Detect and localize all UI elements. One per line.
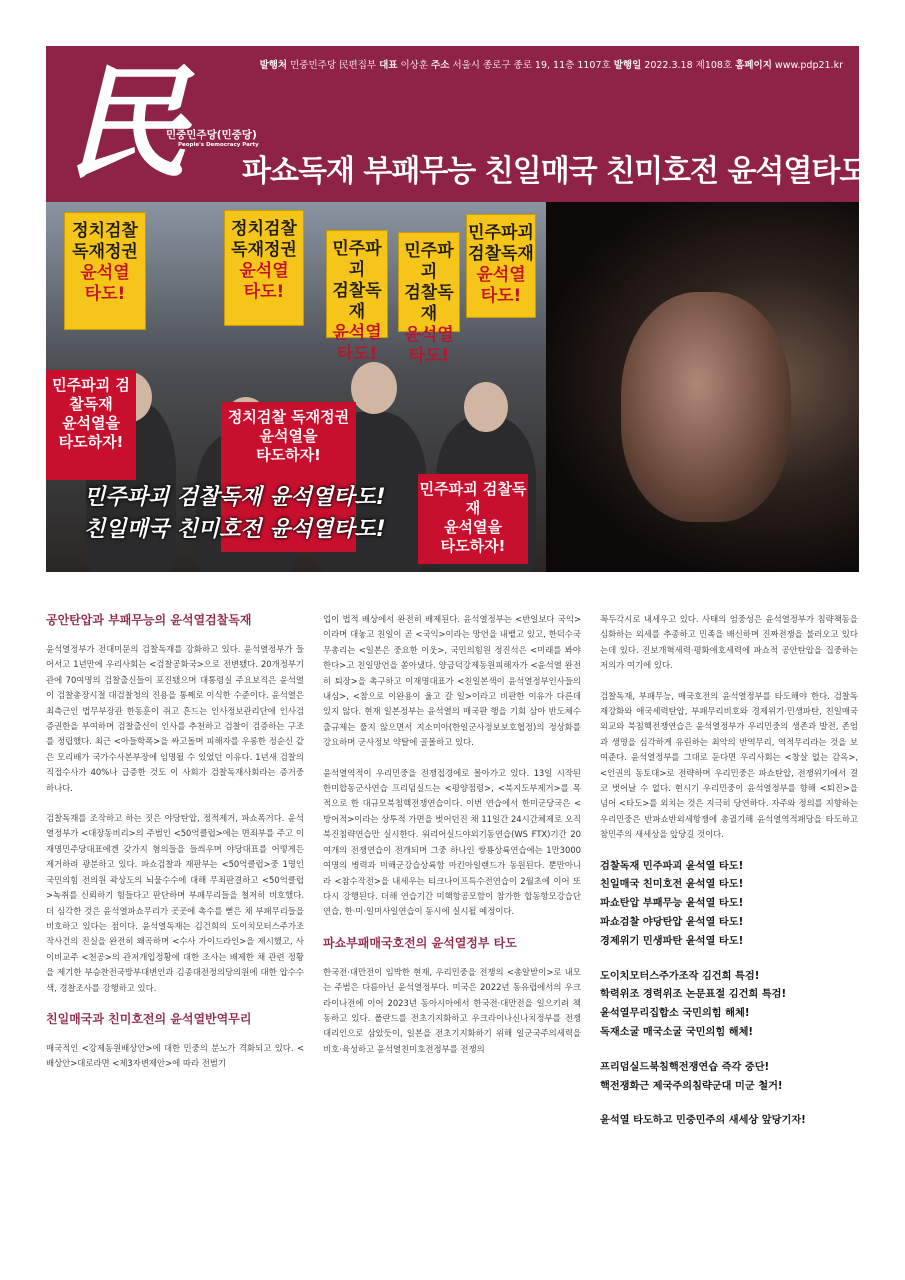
article-paragraph: 매국적인 <강제동원배상안>에 대한 민중의 분노가 격화되고 있다. <배상안>대로라면 <제3자변제안>에 따라 전범기 [46, 1042, 304, 1069]
protest-sign [224, 210, 304, 326]
party-logo-character: 民 [66, 51, 188, 195]
slogan-group [600, 858, 858, 952]
masthead [46, 46, 881, 202]
article-column-1 [46, 612, 304, 1087]
party-name-korean: 민중민주당(민중당) [166, 129, 257, 141]
sign-text: 윤석열을 [444, 518, 502, 536]
slogan: 파쇼탄압 부패무능 윤석열 타도! [600, 898, 744, 910]
slogan: 독재소굴 매국소굴 국민의힘 해체! [600, 1027, 754, 1039]
hero-caption-line-2: 친일매국 친미호전 윤석열타도! [84, 517, 386, 542]
slogan: 경제위기 민생파탄 윤석열 타도! [600, 935, 744, 947]
sign-text: 민주파괴 [468, 223, 534, 243]
sign-text: 민주파괴 검찰독재 [52, 376, 130, 413]
sign-text-red: 윤석열 [332, 323, 382, 343]
sign-text-red: 윤석열 [404, 325, 454, 345]
sign-text: 정치검찰 독재정권 [227, 408, 350, 426]
slogan: 윤석열무리집합소 국민의힘 해체! [600, 1008, 750, 1020]
protest-sign [64, 212, 146, 330]
pubinfo-value: www.pdp21.kr [774, 60, 843, 71]
sign-text-red: 윤석열 [476, 265, 526, 285]
protester-head [464, 382, 508, 432]
pubinfo-key: 발행처 [259, 60, 288, 71]
sign-text: 독재정권 [72, 242, 138, 262]
sign-text: 민주파괴 검찰독재 [419, 480, 527, 517]
article-paragraph: 윤석열정부가 전대미문의 검찰독재를 강화하고 있다. 윤석열정부가 들어서고 1년만에 우리사회는 <검찰공화국>으로 전변됐다. 20개정부기관에 70여명의 검찰출신들이 포진됐으며 대통령실 주요보직은 윤석열이 검찰총장시절 대검찰청의 진용을 통째로 이식한 수준이다. 윤석열은 최측근인 법무부장관 한동훈이 쥐고 흔드는 인사정보관리단에 인사검증권한을 부여하며 검찰출신이 인사를 추천하고 검찰이 검증하는 구조를 정립했다. 최근 <아들학폭>을 싸고돌며 피해자를 우롱한 정순신 같은 모리배가 국가수사본부장에 임명될 수 있었던 이유다. 1년새 검찰의 직접수사가 40%나 급증한 것도 이 사회가 검찰독재사회라는 증거중 하나다. [46, 644, 304, 793]
sign-text: 독재정권 [231, 240, 297, 260]
article-paragraph: 윤석열역적이 우리민중을 전쟁접경에로 몰아가고 있다. 13일 시작된 한미합동군사연습 프리덤실드는 <평양점령>, <북지도부제거>를 목적으로 한 대규모북침핵전쟁연습이다. 이번 연습에서 한미군당국은 <방어적>이라는 상투적 가면을 벗어던진 채 11일간 24시간체제로 오직 북진침략연습만 실시한다. 워리어실드야외기동연습(WS FTX)기간 20여개의 전쟁연습이 전개되며 그중 하나인 쌍룡상륙연습에는 1만3000여명의 병력과 미해군강습상륙함 마킨아일랜드가 동원된다. 뿐만아니라 <참수작전>을 내세우는 티크나이프특수전연습이 2월초에 이어 또다시 강행된다. 더해 연습기간 미핵항공모함이 참가한 합동항모강습단연습, 한·미·일미사일연습이 동시에 실시될 예정이다. [323, 767, 581, 917]
article-paragraph: 한국전·대만전이 임박한 현재, 우리민중을 전쟁의 <총알받이>로 내모는 주범은 다름아닌 윤석열정부다. 미국은 2022년 동유럽에서의 우크라이나전에 이어 2023년 동아시아에서 한국전·대만전을 일으키려 책동하고 있다. 폴란드를 전초기지화하고 우크라이나신나치정부를 전쟁대리인으로 삼았듯이, 일본을 전초기지화하기 위해 일군국주의세력을 비호·육성하고 윤석열친미호전정부를 전쟁의 [323, 966, 581, 1054]
pubinfo-value: 민중민주당 民편집부 [290, 60, 377, 71]
slogan: 학력위조 경력위조 논문표절 김건희 특검! [600, 989, 787, 1001]
sign-text: 정치검찰 [72, 221, 138, 241]
sign-text-red: 타도! [408, 346, 450, 366]
sign-text: 민주파괴 [404, 241, 454, 282]
sign-text: 정치검찰 [231, 219, 297, 239]
sign-text: 윤석열을 [259, 427, 318, 445]
slogan: 검찰독재 민주파괴 윤석열 타도! [600, 860, 744, 872]
sign-text: 타도하자! [440, 537, 506, 555]
pubinfo-value: 서울시 종로구 종로 19, 11층 1107호 [452, 60, 611, 71]
sign-text: 검찰독재 [404, 283, 454, 324]
article-paragraph: 업이 법적 배상에서 완전히 배제된다. 윤석열정부는 <반일보다 국익>이라며 대놓고 친일이 곧 <국익>이라는 망언을 내뱉고 있고, 한덕수국무총리는 <일본은 중요한 이웃>, 국민의힘원 정진석은 <미래를 봐야 한다>고 친일망언을 쏟아냈다. 양금덕강제동원피해자가 <윤석열 완전히 퇴장>을 촉구하고 이재명대표가 <친일본색이 윤석열정부인사들의 내심>, <참으로 이완용이 울고 갈 일>이라고 비판한 이유가 다른데 있지 않다. 현재 일본정부는 윤석열의 매국판 행을 기회 삼아 반도체수출규제는 풀지 않으면서 지소미아(한일군사정보보호협정)의 정상화를 강요하며 군사정보 약탈에 골몰하고 있다. [323, 614, 581, 748]
pubinfo-key: 주소 [431, 60, 450, 71]
portrait-face [621, 292, 791, 522]
sign-text: 민주파괴 [332, 239, 382, 280]
sign-text: 검찰독재 [468, 244, 534, 264]
sign-text: 타도하자! [58, 433, 124, 451]
party-name-english: People's Democracy Party [178, 142, 259, 148]
sign-text: 타도하자! [256, 446, 321, 464]
sign-text-red: 윤석열 [80, 263, 130, 283]
slogan-group [600, 1112, 858, 1131]
article-paragraph: 검찰독재를 조작하고 하는 짓은 야당탄압, 정적제거, 파쇼폭거다. 윤석열정부가 <대장동비리>의 주범인 <50억클럽>에는 면죄부를 주고 이재명민주당대표에겐 갖가지 혐의들을 들씌우며 야당대표를 어떻게든 제거하려 광분하고 있다. 파쇼검찰과 재판부는 <50억클럽>중 1명인 국민의힘 전의원 곽상도의 뇌물수수에 대해 무죄판결하고 <50억클럽>녹취를 신뢰하기 힘들다고 판단하며 부패무리들을 철저히 비호했다. 더 심각한 것은 윤석열파쇼무리가 곳곳에 촉수를 뻗은 채 부패무리들을 비호하고 있다는 점이다. 윤석열독재는 김건희의 도이치모터스주가조작사건의 진실을 완전히 왜곡하며 <수사 가이드라인>을 제시했고, 사이비교주 <천공>의 관저개입정황에 대한 조사는 배제한 채 관련 정황을 제기한 부승찬전국방부대변인과 김종대전정의당의원에 대한 압수수색, 경찰조사를 강행하고 있다. [46, 813, 304, 993]
protest-sign [466, 214, 536, 318]
slogan-group [600, 1059, 858, 1097]
pubinfo-key: 발행일 [613, 60, 642, 71]
publication-info [260, 57, 843, 71]
protest-sign [326, 230, 388, 364]
hero-photo [46, 202, 859, 572]
article-column-2 [323, 612, 581, 1072]
slogan: 파쇼검찰 야당탄압 윤석열 타도! [600, 917, 744, 929]
section-title: 파쇼부패매국호전의 윤석열정부 타도 [323, 935, 517, 950]
hero-caption-line-1: 민주파괴 검찰독재 윤석열타도! [84, 485, 386, 510]
sign-text-red: 타도! [84, 284, 126, 304]
pubinfo-key: 홈페이지 [735, 60, 772, 71]
slogan-group [600, 968, 858, 1043]
slogan: 도이치모터스주가조작 김건희 특검! [600, 970, 760, 982]
protest-sign-red [418, 474, 528, 564]
slogan: 윤석열 타도하고 민중민주의 새세상 앞당기자! [600, 1115, 806, 1127]
sign-text-red: 윤석열 [239, 261, 289, 281]
article-paragraph: 검찰독재, 부패무능, 매국호전의 윤석열정부를 타도해야 한다. 검찰독재강화와 애국세력탄압, 부패무리비호와 경제위기·민생파탄, 친일매국외교와 북침핵전쟁연습은 윤석열정부가 우리민중의 생존과 발전, 존엄과 생명을 심각하게 유린하는 최악의 반역무리, 역적무리라는 것을 보여준다. 윤석열정부를 그대로 둔다면 우리사회는 <창살 없는 감옥>, <인권의 동토대>로 전략하며 우리민중은 파쇼탄압, 전쟁위기에서 결코 벗어날 수 없다. 현시기 우리민중이 윤석열정부를 향해 <퇴진>을 넘어 <타도>를 외치는 것은 지극히 당연하다. 자주와 정의를 지향하는 우리민중은 반파쇼반외세항쟁에 총궐기해 윤석열역적패당을 타도하고 참민주의 새세상을 앞당길 것이다. [600, 690, 858, 840]
sign-text-red: 타도! [243, 282, 285, 302]
protest-sign [398, 232, 460, 366]
pubinfo-value: 2022.3.18 제108호 [644, 60, 733, 71]
slogan: 친일매국 친미호전 윤석열 타도! [600, 879, 744, 891]
article-paragraph: 꼭두각시로 내세우고 있다. 사태의 엄중성은 윤석열정부가 침략책동을 심화하는 외세를 추종하고 민족을 배신하며 진짜전쟁을 불러오고 있다는데 있다. 진보개혁세력·평화애호세력에 파쇼적 공안탄압을 집중하는 저의가 여기에 있다. [600, 614, 858, 671]
sign-text-red: 타도! [480, 286, 522, 306]
section-title: 친일매국과 친미호전의 윤석열반역무리 [46, 1011, 252, 1026]
main-headline: 파쇼독재 부패무능 친일매국 친미호전 윤석열타도! [242, 154, 881, 189]
slogan: 핵전쟁화근 제국주의침략군대 미군 철거! [600, 1080, 783, 1092]
slogan: 프리덤실드북침핵전쟁연습 즉각 중단! [600, 1061, 770, 1073]
section-title: 공안탄압과 부패무능의 윤석열검찰독재 [46, 613, 252, 627]
protest-sign-red [46, 370, 136, 480]
pubinfo-key: 대표 [379, 60, 398, 71]
sign-text: 검찰독재 [332, 281, 382, 322]
pubinfo-value: 이상훈 [400, 60, 429, 71]
sign-text: 윤석열을 [62, 414, 120, 432]
article-column-3 [600, 612, 858, 1147]
sign-text-red: 타도! [336, 344, 378, 364]
protester-head [351, 362, 397, 414]
